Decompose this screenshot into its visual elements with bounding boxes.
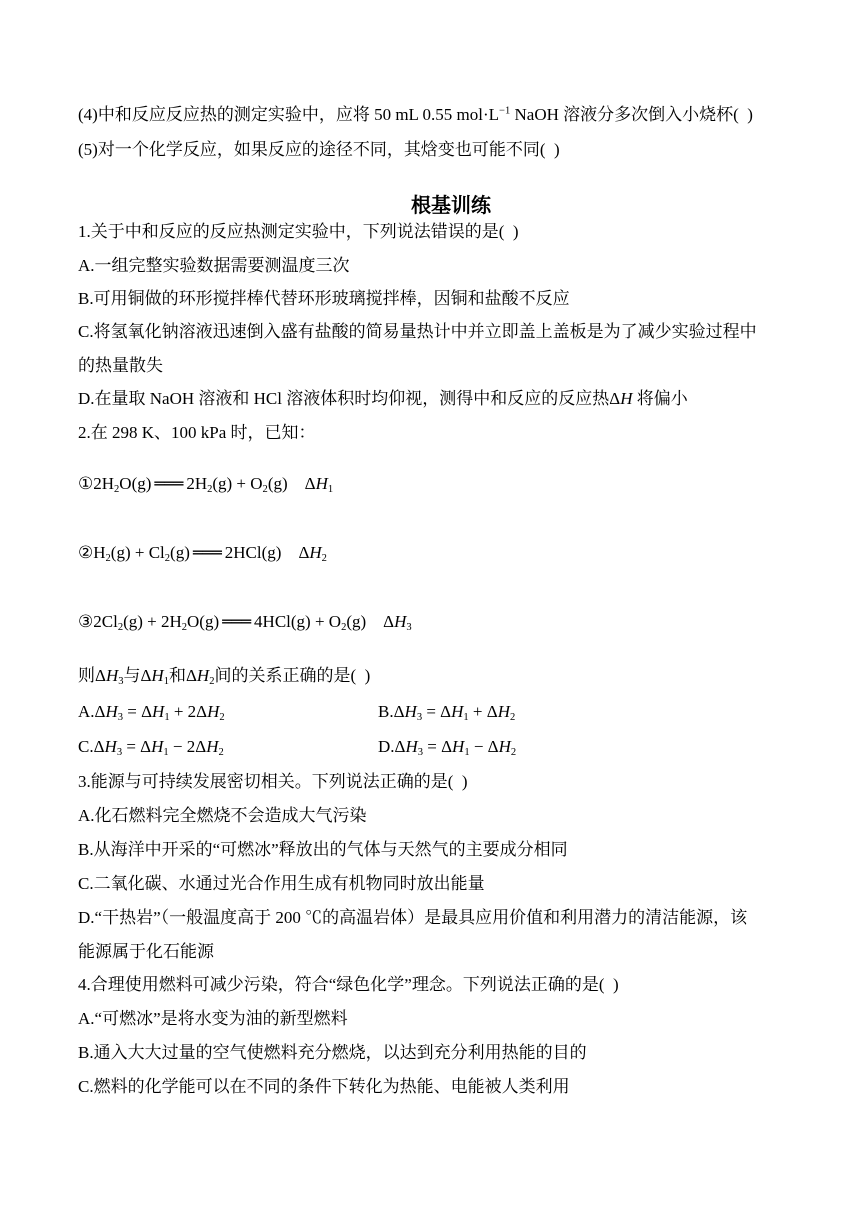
subscript: 2 xyxy=(218,747,224,759)
q2-option-a xyxy=(78,700,225,724)
q1-option-b: B.可用铜做的环形搅拌棒代替环形玻璃搅拌棒，因铜和盐酸不反应 xyxy=(78,289,570,308)
q3-stem: 3.能源与可持续发展密切相关。下列说法正确的是( ) xyxy=(78,772,468,791)
q1-option-a: A.一组完整实验数据需要测温度三次 xyxy=(78,256,350,275)
subscript: 3 xyxy=(406,622,412,634)
text-run: = Δ xyxy=(122,737,152,756)
subscript: 1 xyxy=(327,484,334,496)
subscript: 3 xyxy=(416,712,423,724)
italic-symbol: H xyxy=(196,666,210,685)
q2-equation-1 xyxy=(78,472,333,496)
italic-symbol: H xyxy=(497,702,510,721)
q2-stem: 2.在 298 K、100 kPa 时，已知： xyxy=(78,423,316,442)
subscript: 2 xyxy=(209,676,215,688)
subscript: 1 xyxy=(464,747,470,759)
text-run: = Δ xyxy=(422,702,452,721)
text-run: 则Δ xyxy=(78,666,106,685)
subscript: 1 xyxy=(164,712,170,724)
text-run: + Δ xyxy=(468,702,498,721)
subscript: 2 xyxy=(262,484,268,496)
italic-symbol: H xyxy=(404,702,417,721)
q3-option-b: B.从海洋中开采的“可燃冰”释放出的气体与天然气的主要成分相同 xyxy=(78,840,568,859)
text-run: (g) xyxy=(170,543,190,562)
italic-symbol: H xyxy=(104,737,117,756)
subscript: 1 xyxy=(163,676,169,688)
text-run: NaOH 溶液分多次倒入小烧杯( ) xyxy=(510,105,753,124)
q4-option-b: B.通入大大过量的空气使燃料充分燃烧，以达到充分利用热能的目的 xyxy=(78,1043,587,1062)
text-run: C.Δ xyxy=(78,737,105,756)
text-run: + 2Δ xyxy=(169,702,208,721)
text-run: − 2Δ xyxy=(168,737,207,756)
subscript: 2 xyxy=(114,484,120,496)
q4-option-c: C.燃料的化学能可以在不同的条件下转化为热能、电能被人类利用 xyxy=(78,1077,570,1096)
judgement-item-4 xyxy=(78,103,753,127)
italic-symbol: H xyxy=(151,737,164,756)
text-run: O(g) xyxy=(187,612,220,631)
q2-equation-2 xyxy=(78,541,327,565)
q3-option-d-line2: 能源属于化石能源 xyxy=(78,942,214,961)
q2-ask xyxy=(78,664,370,688)
italic-symbol: H xyxy=(620,389,633,408)
subscript: 3 xyxy=(417,747,424,759)
subscript: 2 xyxy=(181,622,188,634)
text-run: = Δ xyxy=(423,737,453,756)
text-run: (g) + Cl xyxy=(110,543,165,562)
italic-symbol: H xyxy=(206,737,219,756)
text-run: (4)中和反应反应热的测定实验中，应将 50 mL 0.55 mol·L xyxy=(78,105,500,124)
italic-symbol: H xyxy=(151,666,164,685)
italic-symbol: H xyxy=(451,702,464,721)
subscript: 2 xyxy=(117,622,124,634)
long-equals-sign: ═══ xyxy=(192,543,222,562)
text-run: 2H xyxy=(93,474,115,493)
q2-option-d xyxy=(378,735,516,759)
text-run: (g) xyxy=(346,612,367,631)
text-run: 2H xyxy=(186,474,208,493)
italic-symbol: H xyxy=(405,737,418,756)
q3-option-c: C.二氧化碳、水通过光合作用生成有机物同时放出能量 xyxy=(78,874,485,893)
text-run: (g) + O xyxy=(212,474,263,493)
text-run: A.Δ xyxy=(78,702,106,721)
subscript: 3 xyxy=(116,747,123,759)
q4-option-a: A.“可燃冰”是将水变为油的新型燃料 xyxy=(78,1009,348,1028)
subscript: 2 xyxy=(509,712,516,724)
italic-symbol: H xyxy=(207,702,220,721)
q4-stem: 4.合理使用燃料可减少污染，符合“绿色化学”理念。下列说法正确的是( ) xyxy=(78,975,619,994)
italic-symbol: H xyxy=(105,666,119,685)
italic-symbol: H xyxy=(152,702,165,721)
text-run: ③ xyxy=(78,612,94,631)
judgement-item-5: (5)对一个化学反应，如果反应的途径不同，其焓变也可能不同( ) xyxy=(78,140,560,159)
text-run: 和Δ xyxy=(168,666,197,685)
text-run: O(g) xyxy=(119,474,152,493)
italic-symbol: H xyxy=(498,737,511,756)
text-run: 与Δ xyxy=(123,666,152,685)
superscript: −1 xyxy=(499,105,511,117)
text-run: 将偏小 xyxy=(632,389,688,408)
subscript: 2 xyxy=(510,747,517,759)
long-equals-sign: ═══ xyxy=(154,474,184,493)
subscript: 3 xyxy=(118,676,124,688)
text-run: − Δ xyxy=(469,737,499,756)
italic-symbol: H xyxy=(394,612,407,631)
text-run: D.在量取 NaOH 溶液和 HCl 溶液体积时均仰视，测得中和反应的反应热Δ xyxy=(78,389,621,408)
subscript: 1 xyxy=(163,747,169,759)
subscript: 2 xyxy=(105,553,111,565)
text-run: (g) xyxy=(267,474,288,493)
text-run: Δ xyxy=(281,543,310,562)
subscript: 2 xyxy=(321,553,327,565)
subscript: 3 xyxy=(117,712,124,724)
section-title: 根基训练 xyxy=(411,193,491,217)
subscript: 2 xyxy=(341,622,347,634)
text-run: (g) + 2H xyxy=(123,612,182,631)
italic-symbol: H xyxy=(309,543,322,562)
text-run: ① xyxy=(78,474,94,493)
q3-option-d-line1: D.“干热岩”（一般温度高于 200 ℃的高温岩体）是最具应用价值和利用潜力的清洁能源，该 xyxy=(78,908,748,927)
subscript: 2 xyxy=(207,484,213,496)
italic-symbol: H xyxy=(105,702,118,721)
text-run: 2HCl(g) xyxy=(224,543,282,562)
text-run: 4HCl(g) + O xyxy=(254,612,342,631)
q1-stem: 1.关于中和反应的反应热测定实验中，下列说法错误的是( ) xyxy=(78,222,519,241)
subscript: 2 xyxy=(164,553,171,565)
text-run: H xyxy=(93,543,106,562)
q1-option-c-line1: C.将氢氧化钠溶液迅速倒入盛有盐酸的简易量热计中并立即盖上盖板是为了减少实验过程中 xyxy=(78,322,757,341)
text-run: 间的关系正确的是( ) xyxy=(214,666,371,685)
italic-symbol: H xyxy=(452,737,465,756)
subscript: 1 xyxy=(463,712,469,724)
text-run: ② xyxy=(78,543,94,562)
q1-option-c-line2: 的热量散失 xyxy=(78,356,163,375)
text-run: D.Δ xyxy=(378,737,406,756)
q2-option-b xyxy=(378,700,515,724)
q1-option-d xyxy=(78,387,688,411)
text-run: B.Δ xyxy=(378,702,405,721)
text-run: Δ xyxy=(366,612,395,631)
text-run: = Δ xyxy=(123,702,153,721)
q3-option-a: A.化石燃料完全燃烧不会造成大气污染 xyxy=(78,806,367,825)
subscript: 2 xyxy=(219,712,225,724)
q2-option-c xyxy=(78,735,224,759)
q2-equation-3 xyxy=(78,610,412,634)
long-equals-sign: ═══ xyxy=(222,612,252,631)
text-run: 2Cl xyxy=(93,612,118,631)
text-run: Δ xyxy=(287,474,316,493)
italic-symbol: H xyxy=(315,474,328,493)
